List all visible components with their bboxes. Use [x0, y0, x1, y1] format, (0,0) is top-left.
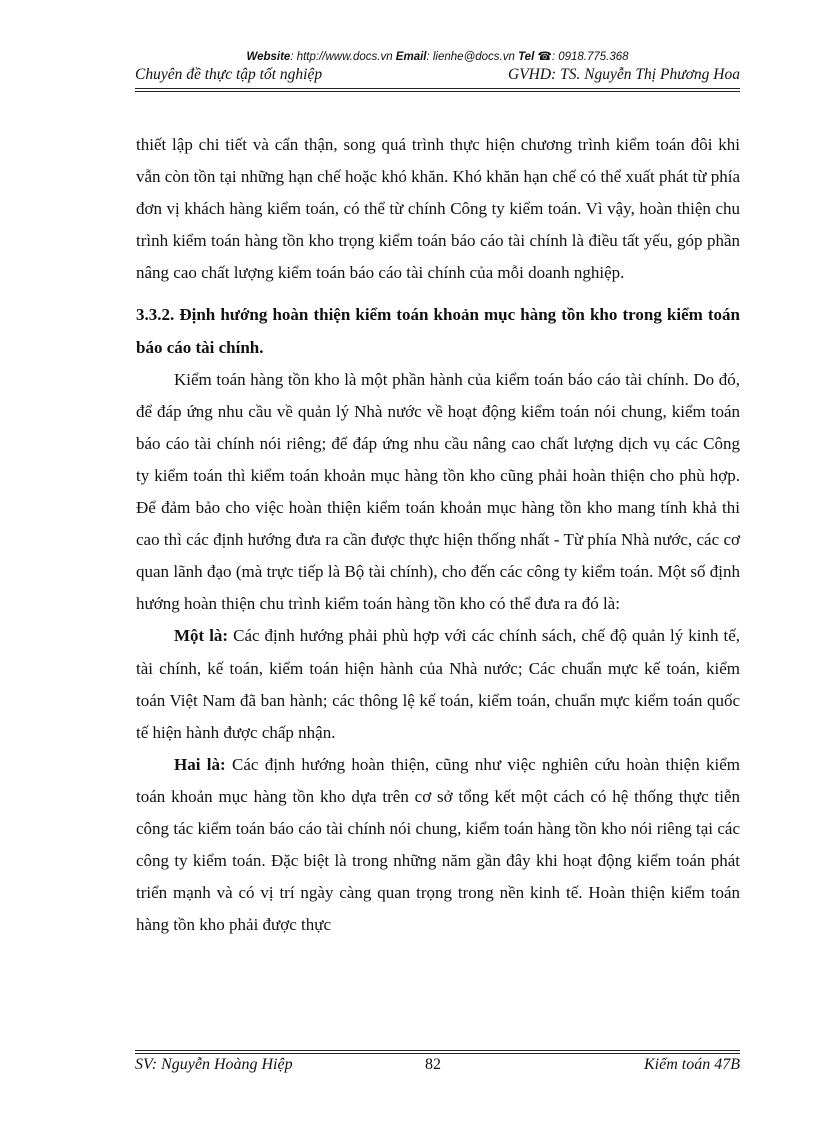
footer-rule-thin	[135, 1053, 740, 1054]
footer-class: Kiểm toán 47B	[644, 1056, 740, 1073]
paragraph-point-one	[136, 620, 740, 748]
point-two-label: Hai là:	[174, 754, 226, 774]
header-rule	[135, 88, 740, 89]
email-label: Email	[395, 51, 427, 63]
tel-value: : 0918.775.368	[551, 51, 629, 63]
email-value: : lienhe@docs.vn	[426, 51, 515, 63]
header-contact-line	[135, 49, 740, 63]
footer-student: SV: Nguyễn Hoàng Hiệp	[135, 1056, 293, 1073]
point-one-label: Một là:	[174, 626, 229, 646]
page-body	[136, 129, 740, 941]
section-heading: 3.3.2. Định hướng hoàn thiện kiểm toán khoản mục hàng tồn kho trong kiểm toán báo cáo tài chính.	[136, 305, 740, 357]
header-rule-thin	[135, 91, 740, 92]
point-two-text: Các định hướng hoàn thiện, cũng như việc nghiên cứu hoàn thiện kiểm toán khoản mục hàng tồn kho dựa trên cơ sở tổng kết một cách có hệ thống thực tiễn công tác kiểm toán báo cáo tài chính nói chung, kiểm toán hàng tồn kho nói riêng tại các công ty kiểm toán. Đặc biệt là trong những năm gần đây khi hoạt động kiểm toán phát triển mạnh và có vị trí ngày càng quan trọng trong nền kinh tế. Hoàn thiện kiểm toán hàng tồn kho phải được thực	[136, 754, 740, 935]
running-header	[135, 66, 740, 84]
paragraph-point-two	[136, 749, 740, 942]
header-left-title: Chuyên đề thực tập tốt nghiệp	[135, 66, 323, 83]
website-label: Website	[246, 51, 291, 63]
header-right-title: GVHD: TS. Nguyễn Thị Phương Hoa	[508, 66, 740, 83]
phone-icon: ☎	[537, 51, 552, 63]
footer-rule	[135, 1050, 740, 1051]
paragraph-intro: Kiểm toán hàng tồn kho là một phần hành của kiểm toán báo cáo tài chính. Do đó, để đáp ứng nhu cầu về quản lý Nhà nước về hoạt động kiểm toán nói chung, kiểm toán báo cáo tài chính nói riêng; để đáp ứng nhu cầu nâng cao chất lượng dịch vụ các Công ty kiểm toán thì kiểm toán khoản mục hàng tồn kho cũng phải hoàn thiện cho phù hợp. Để đảm bảo cho việc hoàn thiện kiểm toán khoản mục hàng tồn kho mang tính khả thi cao thì các định hướng đưa ra cần được thực hiện thống nhất - Từ phía Nhà nước, các cơ quan lãnh đạo (mà trực tiếp là Bộ tài chính), cho đến các công ty kiểm toán. Một số định hướng hoàn thiện chu trình kiểm toán hàng tồn kho có thể đưa ra đó là:	[136, 369, 740, 614]
point-one-text: Các định hướng phải phù hợp với các chính sách, chế độ quản lý kinh tế, tài chính, kế toán, kiểm toán hiện hành của Nhà nước; Các chuẩn mực kế toán, kiểm toán Việt Nam đã ban hành; các thông lệ kế toán, kiểm toán, chuẩn mực kiểm toán quốc tế hiện hành được chấp nhận.	[136, 626, 741, 742]
website-value: : http://www.docs.vn	[290, 51, 393, 63]
tel-label: Tel	[518, 51, 535, 63]
paragraph-continuation: thiết lập chi tiết và cẩn thận, song quá trình thực hiện chương trình kiểm toán đôi khi vẫn còn tồn tại những hạn chế hoặc khó khăn. Khó khăn hạn chế có thể xuất phát từ phía đơn vị khách hàng kiểm toán, có thể từ chính Công ty kiểm toán. Vì vậy, hoàn thiện chu trình kiểm toán hàng tồn kho trọng kiểm toán báo cáo tài chính là điều tất yếu, góp phần nâng cao chất lượng kiểm toán báo cáo tài chính của mỗi doanh nghiệp.	[136, 135, 740, 283]
page-number: 82	[425, 1056, 441, 1073]
